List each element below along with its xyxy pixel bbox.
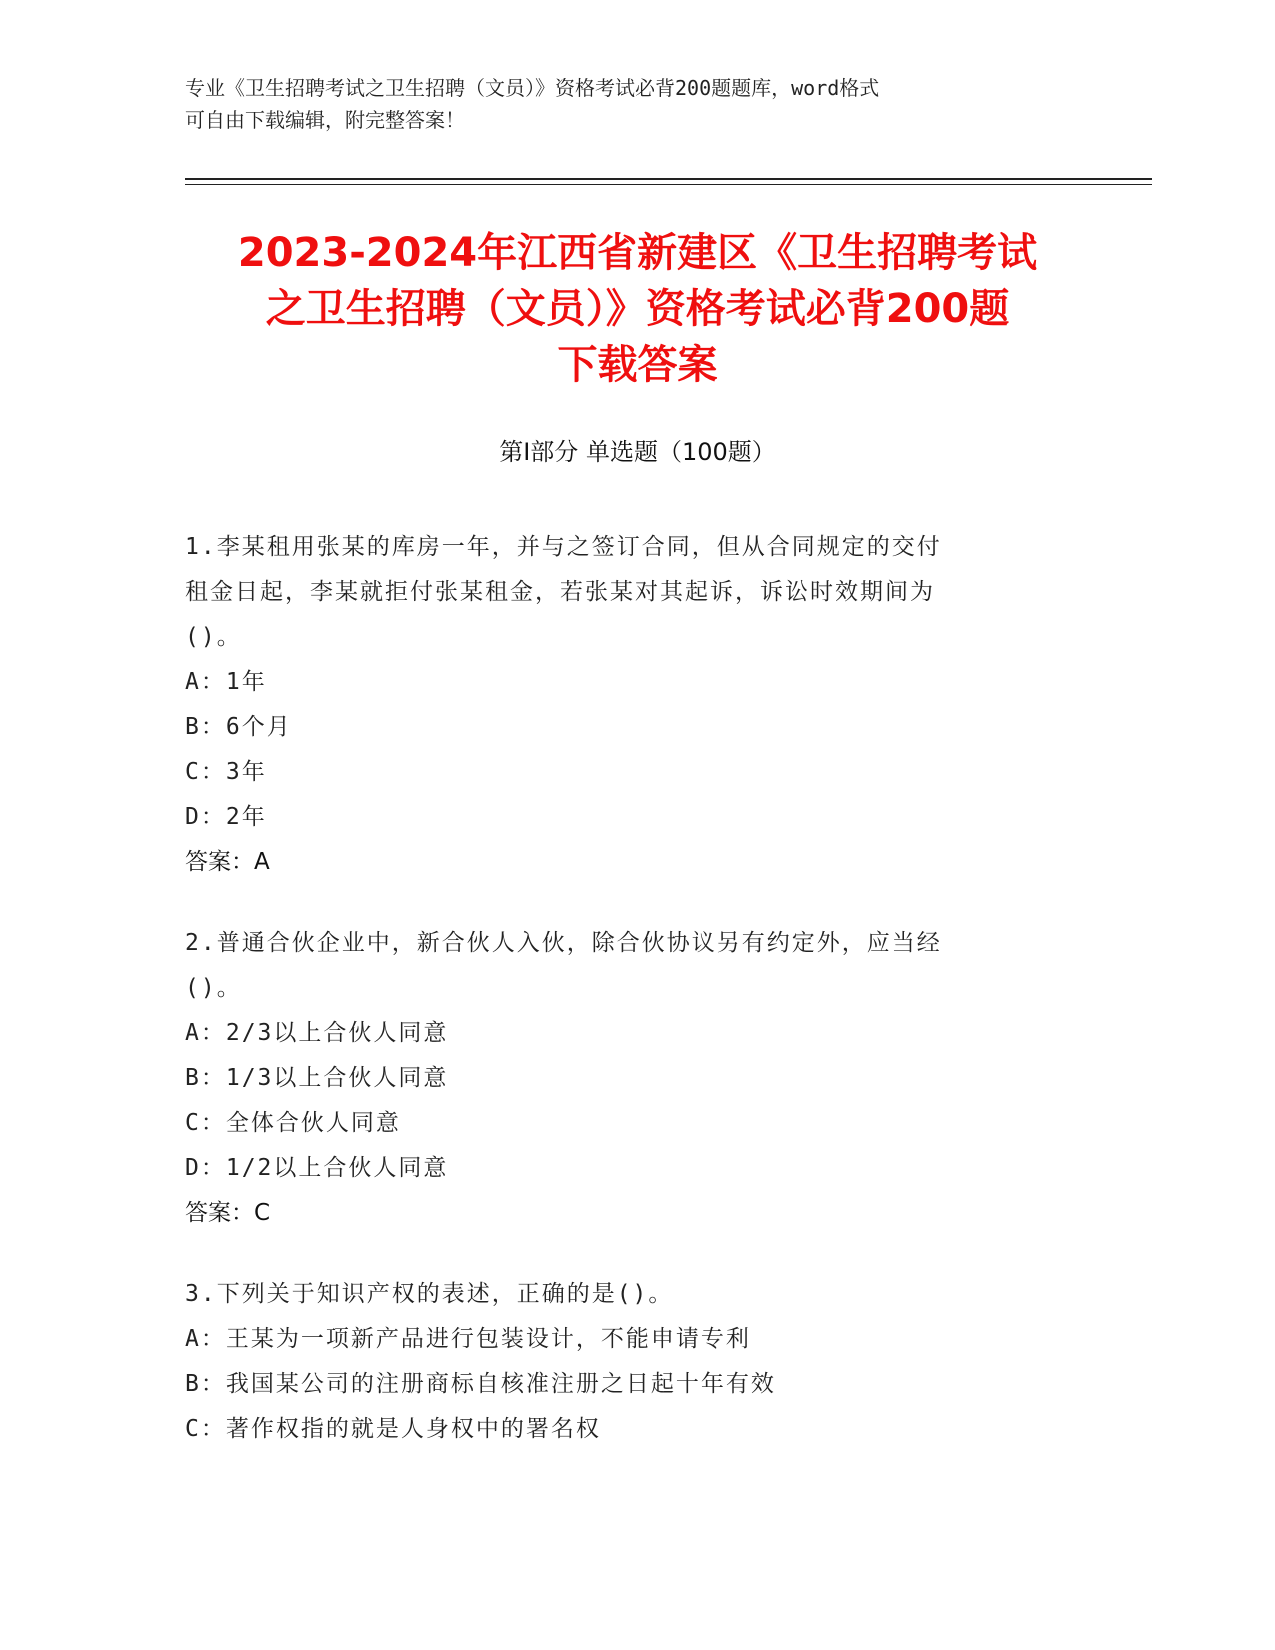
header-rule-thin (185, 184, 1152, 185)
question-stem-line: ()。 (185, 624, 242, 650)
question-list (185, 525, 1065, 1488)
question-item (185, 921, 1065, 1236)
option-a: A：王某为一项新产品进行包装设计，不能申请专利 (185, 1326, 751, 1352)
question-stem-line: 3.下列关于知识产权的表述，正确的是()。 (185, 1281, 674, 1307)
option-c: C：著作权指的就是人身权中的署名权 (185, 1416, 601, 1442)
question-stem-line: 2.普通合伙企业中，新合伙人入伙，除合伙协议另有约定外，应当经 (185, 930, 942, 956)
answer-line: 答案：C (185, 1200, 271, 1226)
section-title: 第Ⅰ部分 单选题（100题） (499, 438, 776, 466)
option-c: C：全体合伙人同意 (185, 1110, 401, 1136)
option-b: B：我国某公司的注册商标自核准注册之日起十年有效 (185, 1371, 776, 1397)
option-d: D：2年 (185, 804, 267, 830)
option-d: D：1/2以上合伙人同意 (185, 1155, 449, 1181)
header-note-line-2: 可自由下载编辑，附完整答案！ (185, 108, 465, 132)
answer-line: 答案：A (185, 849, 270, 875)
option-a: A：1年 (185, 669, 267, 695)
option-a: A：2/3以上合伙人同意 (185, 1020, 449, 1046)
page-title-line-3: 下载答案 (557, 342, 718, 388)
question-stem-line: 1.李某租用张某的库房一年，并与之签订合同，但从合同规定的交付 (185, 534, 942, 560)
header-note (185, 72, 1065, 136)
question-item (185, 525, 1065, 885)
page-title (185, 225, 1090, 393)
page-title-line-2: 之卫生招聘（文员）》资格考试必背200题 (265, 286, 1010, 332)
header-note-line-1: 专业《卫生招聘考试之卫生招聘（文员）》资格考试必背200题题库，word格式 (185, 76, 880, 100)
question-item (185, 1272, 1065, 1452)
question-stem-line: 租金日起，李某就拒付张某租金，若张某对其起诉，诉讼时效期间为 (185, 579, 935, 605)
question-stem-line: ()。 (185, 975, 242, 1001)
header-rule-thick (185, 178, 1152, 180)
page-title-line-1: 2023-2024年江西省新建区《卫生招聘考试 (237, 230, 1038, 276)
option-b: B：1/3以上合伙人同意 (185, 1065, 449, 1091)
option-c: C：3年 (185, 759, 267, 785)
option-b: B：6个月 (185, 714, 292, 740)
